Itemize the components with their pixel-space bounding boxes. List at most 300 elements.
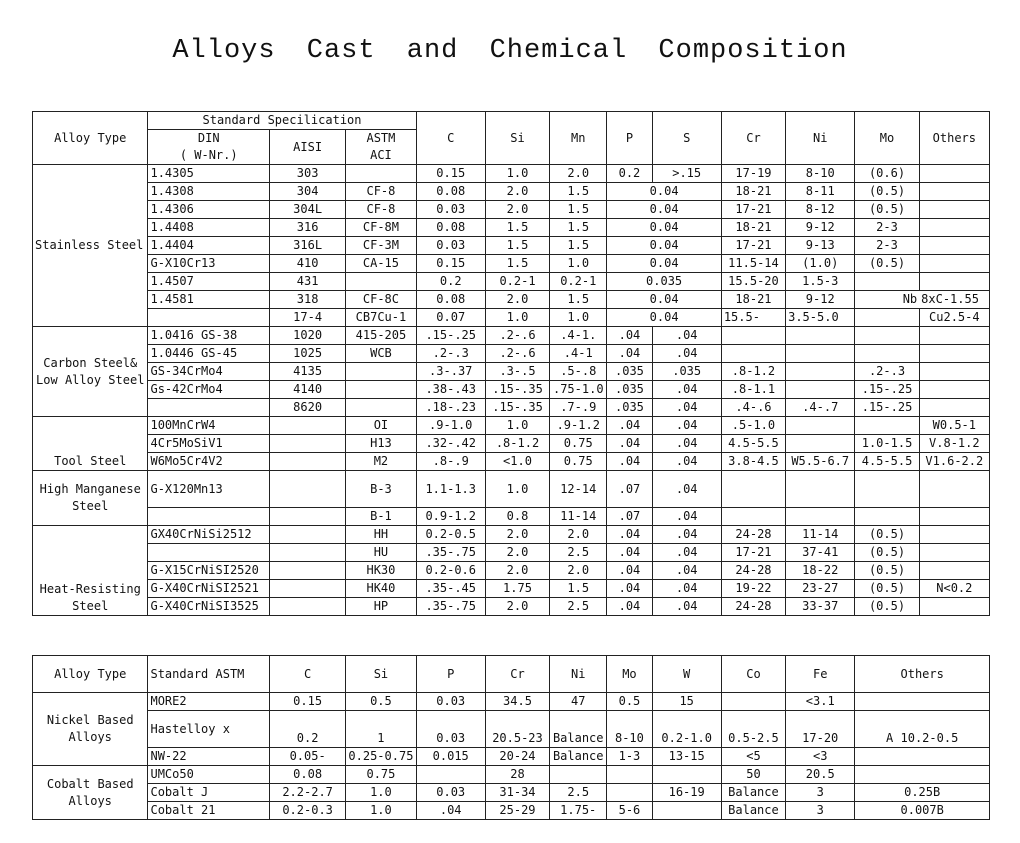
cell-p-s: 0.04	[607, 219, 721, 237]
cell-cr: 24-28	[721, 526, 785, 544]
cell-standard: MORE2	[148, 693, 270, 711]
header-c: C	[416, 112, 485, 165]
cell-cr: 18-21	[721, 291, 785, 309]
header-cr: Cr	[485, 656, 549, 693]
cell-din: GS-34CrMo4	[148, 363, 270, 381]
cell-aisi: 1025	[269, 345, 345, 363]
header-aisi: AISI	[269, 130, 345, 165]
cell-mo: 1.0-1.5	[855, 435, 919, 453]
cell-c: 0.15	[416, 255, 485, 273]
cell-mn: 1.5	[550, 183, 607, 201]
cell-others	[919, 381, 989, 399]
cell-aisi	[269, 526, 345, 544]
cell-din	[148, 399, 270, 417]
cell-mn: 1.0	[550, 255, 607, 273]
cell-ni	[550, 766, 607, 784]
cell-aisi	[269, 435, 345, 453]
cell-mn: 12-14	[550, 471, 607, 508]
cell-ni: 8-12	[786, 201, 855, 219]
cell-mn: .7-.9	[550, 399, 607, 417]
cell-co	[721, 693, 785, 711]
cell-din: G-X40CrNiSI2521	[148, 580, 270, 598]
header-si: Si	[485, 112, 549, 165]
cell-ni	[786, 417, 855, 435]
cell-din: Gs-42CrMo4	[148, 381, 270, 399]
cell-cr: 18-21	[721, 183, 785, 201]
cell-fe: <3	[786, 748, 855, 766]
cell-standard: Cobalt J	[148, 784, 270, 802]
cell-astm: HP	[346, 598, 416, 616]
cell-s: .04	[652, 598, 721, 616]
cell-others	[919, 165, 989, 183]
cell-standard: UMCo50	[148, 766, 270, 784]
cell-c: .9-1.0	[416, 417, 485, 435]
cell-c: 0.2-0.5	[416, 526, 485, 544]
cell-ni: Balance	[550, 748, 607, 766]
cell-aisi: 8620	[269, 399, 345, 417]
cell-si: 0.75	[346, 766, 416, 784]
cell-din	[148, 508, 270, 526]
cell-din: 100MnCrW4	[148, 417, 270, 435]
cell-cr: 17-21	[721, 544, 785, 562]
cell-si: 0.5	[346, 693, 416, 711]
cell-mn: .5-.8	[550, 363, 607, 381]
cell-si: .3-.5	[485, 363, 549, 381]
cell-mo: 2-3	[855, 237, 919, 255]
cell-others	[919, 237, 989, 255]
cell-mo: (0.5)	[855, 562, 919, 580]
cell-p: 0.03	[416, 784, 485, 802]
cell-cr: .4-.6	[721, 399, 785, 417]
header-aci: ACI	[346, 147, 416, 165]
cell-ni: 18-22	[786, 562, 855, 580]
cell-c: 0.15	[269, 693, 345, 711]
cell-others	[919, 201, 989, 219]
cell-mo	[855, 508, 919, 526]
cell-p	[416, 766, 485, 784]
cell-s: >.15	[652, 165, 721, 183]
cell-cr: .8-1.2	[721, 363, 785, 381]
cell-c: 2.2-2.7	[269, 784, 345, 802]
header-row	[33, 656, 990, 693]
cell-ni	[786, 345, 855, 363]
cell-cr: 17-21	[721, 237, 785, 255]
cell-aisi	[269, 598, 345, 616]
cell-astm: M2	[346, 453, 416, 471]
header-astm: ASTM	[346, 130, 416, 148]
cell-mo-nb: Nb	[855, 291, 919, 309]
table-row	[33, 471, 990, 508]
cell-din: 1.4404	[148, 237, 270, 255]
cell-ni: 37-41	[786, 544, 855, 562]
cell-ni: 33-37	[786, 598, 855, 616]
cell-astm: HH	[346, 526, 416, 544]
cell-si: 1.0	[346, 784, 416, 802]
cell-p: 0.03	[416, 711, 485, 748]
cell-mo: (0.5)	[855, 255, 919, 273]
header-ni: Ni	[550, 656, 607, 693]
cell-others	[919, 526, 989, 544]
cell-ni: .4-.7	[786, 399, 855, 417]
cell-mo: (0.5)	[855, 580, 919, 598]
cell-mo	[855, 309, 919, 327]
cell-astm: CF-8M	[346, 219, 416, 237]
cell-p-s: 0.04	[607, 237, 721, 255]
table-row	[33, 544, 990, 562]
cell-cr: 20-24	[485, 748, 549, 766]
cell-si: 1	[346, 711, 416, 748]
header-mn: Mn	[550, 112, 607, 165]
cell-cr: 19-22	[721, 580, 785, 598]
header-s: S	[652, 112, 721, 165]
group-label-nickel: Nickel Based Alloys	[33, 693, 148, 766]
cell-mo: .2-.3	[855, 363, 919, 381]
cell-cr: 15.5-20	[721, 273, 785, 291]
cell-mo: (0.5)	[855, 526, 919, 544]
cell-standard: Cobalt 21	[148, 802, 270, 820]
group-label-carbon: Carbon Steel& Low Alloy Steel	[33, 327, 148, 417]
cell-mn: 2.0	[550, 526, 607, 544]
cell-s: .04	[652, 562, 721, 580]
cell-others	[919, 183, 989, 201]
cell-mo: (0.5)	[855, 183, 919, 201]
cell-astm: B-1	[346, 508, 416, 526]
cell-ni	[786, 471, 855, 508]
table-row	[33, 508, 990, 526]
cell-p: .04	[607, 544, 652, 562]
cell-aisi: 17-4	[269, 309, 345, 327]
cell-mo: 5-6	[607, 802, 652, 820]
cell-p: .07	[607, 471, 652, 508]
cell-p: .04	[607, 435, 652, 453]
table-row	[33, 291, 990, 309]
cell-aisi: 1020	[269, 327, 345, 345]
cell-w	[652, 802, 721, 820]
table-row	[33, 183, 990, 201]
cell-c: 0.2	[416, 273, 485, 291]
cell-p: .04	[607, 580, 652, 598]
cell-p: 0.2	[607, 165, 652, 183]
cell-w: 0.2-1.0	[652, 711, 721, 748]
cell-din: 1.0416 GS-38	[148, 327, 270, 345]
table-row	[33, 562, 990, 580]
table-row	[33, 453, 990, 471]
cell-cr: 11.5-14	[721, 255, 785, 273]
cell-mo: 2-3	[855, 219, 919, 237]
cell-ni	[786, 327, 855, 345]
cell-standard: NW-22	[148, 748, 270, 766]
cell-astm	[346, 381, 416, 399]
cell-ni: 8-10	[786, 165, 855, 183]
cell-p-s: 0.04	[607, 201, 721, 219]
cell-astm: CF-8C	[346, 291, 416, 309]
cell-astm: CA-15	[346, 255, 416, 273]
cell-p: 0.03	[416, 693, 485, 711]
cell-si: .15-.35	[485, 399, 549, 417]
cell-astm: H13	[346, 435, 416, 453]
cell-others: W0.5-1	[919, 417, 989, 435]
cell-mn: 1.0	[550, 309, 607, 327]
cell-fe: 17-20	[786, 711, 855, 748]
cell-astm: 415-205	[346, 327, 416, 345]
cell-mn: 1.5	[550, 291, 607, 309]
cell-mn: 0.75	[550, 453, 607, 471]
cell-p: .04	[607, 327, 652, 345]
cell-others	[919, 544, 989, 562]
cell-mn: 11-14	[550, 508, 607, 526]
cell-si: 1.0	[485, 309, 549, 327]
cell-p: .035	[607, 363, 652, 381]
cell-si: 0.2-1	[485, 273, 549, 291]
cell-c: 0.08	[416, 219, 485, 237]
cell-w	[652, 766, 721, 784]
cell-mo: .15-.25	[855, 381, 919, 399]
group-label-heat: Heat-Resisting Steel	[33, 526, 148, 616]
cell-astm	[346, 273, 416, 291]
cell-ni: Balance	[550, 711, 607, 748]
cell-ni	[786, 381, 855, 399]
group-label-manganese: High Manganese Steel	[33, 471, 148, 526]
cell-others	[919, 219, 989, 237]
cell-cr: .8-1.1	[721, 381, 785, 399]
cell-others: V.8-1.2	[919, 435, 989, 453]
cell-mo: 4.5-5.5	[855, 453, 919, 471]
cell-fe: 3	[786, 802, 855, 820]
cell-aisi: 303	[269, 165, 345, 183]
cell-cr: 34.5	[485, 693, 549, 711]
cell-mn: .4-1.	[550, 327, 607, 345]
table-row	[33, 399, 990, 417]
cell-din: 4Cr5MoSiV1	[148, 435, 270, 453]
cell-astm: OI	[346, 417, 416, 435]
cell-ni: 3.5-5.0	[786, 309, 855, 327]
composition-table-steels	[32, 111, 990, 616]
header-si: Si	[346, 656, 416, 693]
cell-others	[919, 562, 989, 580]
cell-aisi: 4135	[269, 363, 345, 381]
header-others: Others	[855, 656, 990, 693]
cell-mo	[855, 345, 919, 363]
cell-ni: W5.5-6.7	[786, 453, 855, 471]
header-fe: Fe	[786, 656, 855, 693]
cell-others: 8xC-1.55	[919, 291, 989, 309]
cell-c: .3-.37	[416, 363, 485, 381]
cell-ni: 1.75-	[550, 802, 607, 820]
cell-c: .2-.3	[416, 345, 485, 363]
table-row	[33, 363, 990, 381]
cell-si: 1.0	[485, 471, 549, 508]
cell-mn: .75-1.0	[550, 381, 607, 399]
cell-astm: HK30	[346, 562, 416, 580]
header-cr: Cr	[721, 112, 785, 165]
cell-si: 1.5	[485, 219, 549, 237]
table-row	[33, 381, 990, 399]
cell-aisi: 410	[269, 255, 345, 273]
cell-s: .04	[652, 526, 721, 544]
cell-mo	[607, 766, 652, 784]
cell-mn: 2.5	[550, 598, 607, 616]
cell-astm	[346, 363, 416, 381]
cell-si: 1.0	[485, 165, 549, 183]
cell-din: G-X40CrNiSI3525	[148, 598, 270, 616]
cell-c: 0.2-0.6	[416, 562, 485, 580]
cell-si: 1.5	[485, 237, 549, 255]
page-title: Alloys Cast and Chemical Composition	[172, 36, 848, 66]
cell-din: 1.4308	[148, 183, 270, 201]
cell-others	[855, 748, 990, 766]
cell-aisi	[269, 471, 345, 508]
group-label-cobalt: Cobalt Based Alloys	[33, 766, 148, 820]
cell-mo	[855, 327, 919, 345]
cell-p-s: 0.04	[607, 309, 721, 327]
cell-others: 0.007B	[855, 802, 990, 820]
cell-astm: B-3	[346, 471, 416, 508]
cell-cr: 31-34	[485, 784, 549, 802]
cell-aisi: 316	[269, 219, 345, 237]
cell-others	[919, 471, 989, 508]
cell-co: Balance	[721, 802, 785, 820]
cell-mo: (0.6)	[855, 165, 919, 183]
cell-si: 2.0	[485, 544, 549, 562]
header-din: DIN	[148, 130, 270, 148]
cell-c: 0.07	[416, 309, 485, 327]
cell-cr: 24-28	[721, 562, 785, 580]
cell-co: 0.5-2.5	[721, 711, 785, 748]
cell-c: 0.05-	[269, 748, 345, 766]
cell-ni: 9-12	[786, 291, 855, 309]
cell-mn: 1.5	[550, 580, 607, 598]
cell-cr: 24-28	[721, 598, 785, 616]
composition-table-alloys	[32, 655, 990, 820]
header-standard-spec: Standard Specilication	[148, 112, 416, 130]
cell-astm: CF-8	[346, 183, 416, 201]
cell-mn: .4-1	[550, 345, 607, 363]
cell-others	[855, 693, 990, 711]
table-row	[33, 766, 990, 784]
cell-p: .035	[607, 381, 652, 399]
cell-cr	[721, 471, 785, 508]
cell-s: .04	[652, 544, 721, 562]
header-din-sub: ( W-Nr.)	[148, 147, 270, 165]
cell-mo: 1-3	[607, 748, 652, 766]
cell-cr: 17-19	[721, 165, 785, 183]
cell-s: .04	[652, 381, 721, 399]
cell-others: V1.6-2.2	[919, 453, 989, 471]
cell-c: 0.08	[416, 291, 485, 309]
cell-aisi	[269, 417, 345, 435]
header-w: W	[652, 656, 721, 693]
cell-others	[919, 508, 989, 526]
cell-ni	[786, 508, 855, 526]
cell-mo	[855, 471, 919, 508]
cell-cr: 18-21	[721, 219, 785, 237]
cell-ni	[786, 363, 855, 381]
cell-c: 0.2	[269, 711, 345, 748]
cell-astm	[346, 165, 416, 183]
cell-c: .8-.9	[416, 453, 485, 471]
cell-ni: (1.0)	[786, 255, 855, 273]
table-row	[33, 201, 990, 219]
cell-c: 0.03	[416, 237, 485, 255]
cell-si: 0.25-0.75	[346, 748, 416, 766]
cell-c: .35-.75	[416, 598, 485, 616]
cell-s: .04	[652, 399, 721, 417]
cell-others	[919, 363, 989, 381]
cell-din: G-X15CrNiSI2520	[148, 562, 270, 580]
cell-aisi	[269, 453, 345, 471]
cell-aisi: 4140	[269, 381, 345, 399]
cell-c: 0.03	[416, 201, 485, 219]
header-others: Others	[919, 112, 989, 165]
group-label-stainless: Stainless Steel	[33, 165, 148, 327]
cell-si: .8-1.2	[485, 435, 549, 453]
cell-ni	[786, 435, 855, 453]
cell-fe: <3.1	[786, 693, 855, 711]
cell-w: 15	[652, 693, 721, 711]
cell-others	[919, 255, 989, 273]
cell-cr: 28	[485, 766, 549, 784]
cell-din	[148, 544, 270, 562]
cell-si: 2.0	[485, 183, 549, 201]
cell-din: W6Mo5Cr4V2	[148, 453, 270, 471]
table-row	[33, 784, 990, 802]
cell-others: Cu2.5-4	[919, 309, 989, 327]
cell-c: 0.2-0.3	[269, 802, 345, 820]
cell-ni: 23-27	[786, 580, 855, 598]
cell-si: 1.5	[485, 255, 549, 273]
cell-aisi	[269, 580, 345, 598]
cell-w: 13-15	[652, 748, 721, 766]
header-p: P	[607, 112, 652, 165]
cell-din: G-X10Cr13	[148, 255, 270, 273]
cell-din: 1.4507	[148, 273, 270, 291]
cell-ni: 8-11	[786, 183, 855, 201]
cell-cr: 4.5-5.5	[721, 435, 785, 453]
cell-astm	[346, 399, 416, 417]
cell-aisi: 431	[269, 273, 345, 291]
cell-c: .38-.43	[416, 381, 485, 399]
cell-mo: (0.5)	[855, 201, 919, 219]
cell-mn: 1.5	[550, 237, 607, 255]
cell-mn: 2.5	[550, 544, 607, 562]
table-row	[33, 309, 990, 327]
cell-si: .15-.35	[485, 381, 549, 399]
cell-mo: 8-10	[607, 711, 652, 748]
header-c: C	[269, 656, 345, 693]
cell-aisi: 318	[269, 291, 345, 309]
cell-si: 2.0	[485, 598, 549, 616]
cell-si: 0.8	[485, 508, 549, 526]
cell-mo: 0.5	[607, 693, 652, 711]
cell-cr: 3.8-4.5	[721, 453, 785, 471]
cell-others	[919, 598, 989, 616]
cell-cr	[721, 345, 785, 363]
cell-p: .07	[607, 508, 652, 526]
cell-mo: (0.5)	[855, 544, 919, 562]
cell-p-s: 0.035	[607, 273, 721, 291]
cell-si: 1.0	[485, 417, 549, 435]
header-mo: Mo	[855, 112, 919, 165]
cell-si: 1.0	[346, 802, 416, 820]
cell-mn: .9-1.2	[550, 417, 607, 435]
header-alloy-type: Alloy Type	[33, 656, 148, 693]
header-p: P	[416, 656, 485, 693]
cell-co: Balance	[721, 784, 785, 802]
cell-si: 2.0	[485, 291, 549, 309]
table-row	[33, 417, 990, 435]
cell-si: 2.0	[485, 201, 549, 219]
cell-aisi	[269, 508, 345, 526]
